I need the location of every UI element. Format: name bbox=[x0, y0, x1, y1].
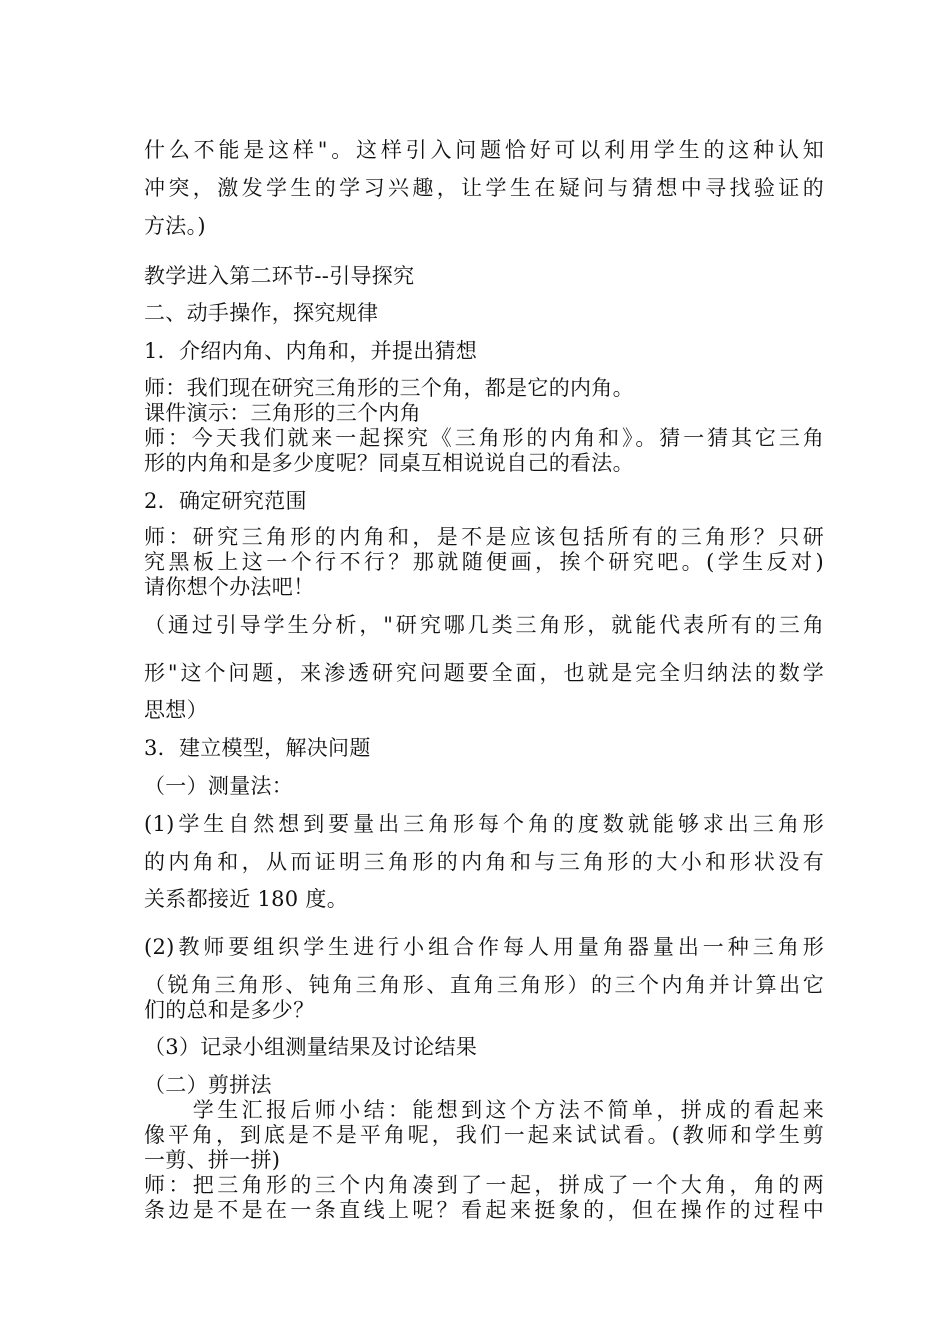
text-line: 究黑板上这一个行不行？那就随便画，挨个研究吧。(学生反对) bbox=[144, 550, 824, 574]
text-line: 的内角和，从而证明三角形的内角和与三角形的大小和形状没有 bbox=[144, 850, 824, 874]
text-line: 关系都接近 180 度。 bbox=[144, 887, 349, 911]
section-heading: 二、动手操作，探究规律 bbox=[144, 301, 379, 325]
subsection-heading: 1．介绍内角、内角和，并提出猜想 bbox=[144, 339, 478, 363]
text-line: 一剪、拼一拼) bbox=[144, 1148, 281, 1172]
text-line: 请你想个办法吧！ bbox=[144, 575, 315, 599]
text-line: 像平角，到底是不是平角呢，我们一起来试试看。(教师和学生剪 bbox=[144, 1123, 824, 1147]
text-line: 师：我们现在研究三角形的三个角，都是它的内角。 bbox=[144, 376, 634, 400]
text-line: （锐角三角形、钝角三角形、直角三角形）的三个内角并计算出它 bbox=[144, 973, 824, 997]
text-line: 什么不能是这样"。这样引入问题恰好可以利用学生的这种认知 bbox=[144, 138, 824, 162]
text-line: 条边是不是在一条直线上呢？看起来挺象的，但在操作的过程中 bbox=[144, 1198, 824, 1222]
text-line: (1)学生自然想到要量出三角形每个角的度数就能够求出三角形 bbox=[144, 812, 824, 836]
text-line: 方法。) bbox=[144, 214, 206, 238]
text-line: 师：今天我们就来一起探究《三角形的内角和》。猜一猜其它三角 bbox=[144, 426, 824, 450]
text-line: 师：把三角形的三个内角凑到了一起，拼成了一个大角，角的两 bbox=[144, 1173, 824, 1197]
text-line: 思想） bbox=[144, 698, 208, 722]
text-line: 们的总和是多少？ bbox=[144, 998, 315, 1022]
text-line: （3）记录小组测量结果及讨论结果 bbox=[144, 1035, 478, 1059]
section-heading: 教学进入第二环节--引导探究 bbox=[144, 264, 415, 288]
subsection-heading: （一）测量法： bbox=[144, 774, 294, 798]
text-line: 学生汇报后师小结：能想到这个方法不简单，拼成的看起来 bbox=[144, 1098, 824, 1122]
subsection-heading: 3．建立模型，解决问题 bbox=[144, 736, 371, 760]
text-line: 课件演示：三角形的三个内角 bbox=[144, 401, 421, 425]
text-line: （通过引导学生分析，"研究哪几类三角形，就能代表所有的三角 bbox=[144, 613, 824, 637]
subsection-heading: （二）剪拼法 bbox=[144, 1073, 272, 1097]
text-line: 形"这个问题，来渗透研究问题要全面，也就是完全归纳法的数学 bbox=[144, 661, 824, 685]
text-line: 形的内角和是多少度呢？同桌互相说说自己的看法。 bbox=[144, 451, 634, 475]
text-line: 师：研究三角形的内角和，是不是应该包括所有的三角形？只研 bbox=[144, 525, 824, 549]
text-line: (2)教师要组织学生进行小组合作每人用量角器量出一种三角形 bbox=[144, 935, 824, 959]
subsection-heading: 2．确定研究范围 bbox=[144, 489, 307, 513]
text-line: 冲突，激发学生的学习兴趣，让学生在疑问与猜想中寻找验证的 bbox=[144, 176, 824, 200]
